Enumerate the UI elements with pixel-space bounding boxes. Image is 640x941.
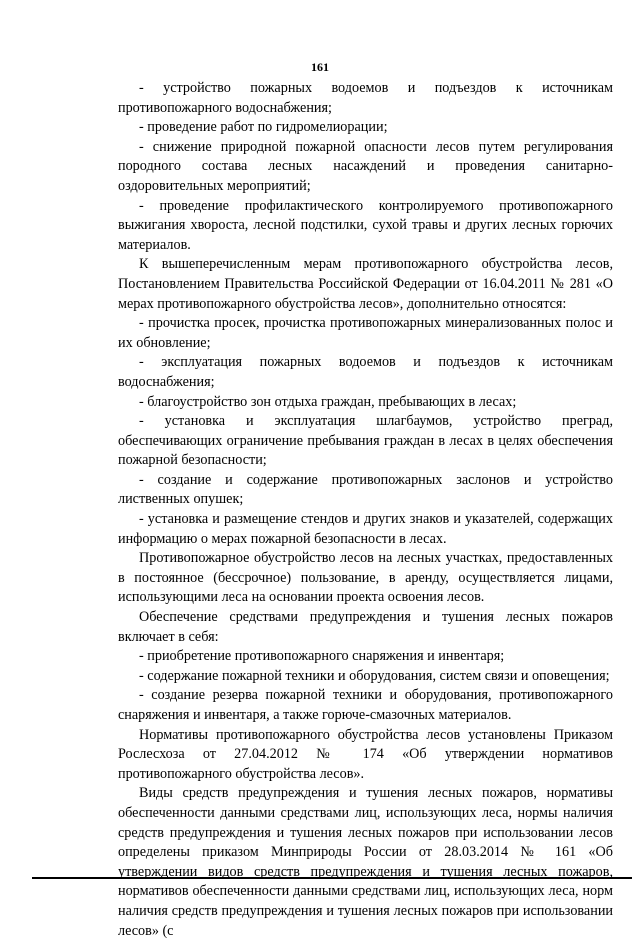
paragraph: К вышеперечисленным мерам противопожарного обустройства лесов, Постановлением Правительства Российской Федерации от 16.04.2011 № 281 «О мерах противопожарного обустройства лесов», дополнительно относятся:	[118, 256, 613, 312]
paragraph: - благоустройство зон отдыха граждан, пребывающих в лесах;	[139, 393, 517, 410]
paragraph: - установка и эксплуатация шлагбаумов, устройство преград, обеспечивающих ограничение пребывания граждан в лесах в целях обеспечения пожарной безопасности;	[118, 413, 613, 469]
paragraph: - устройство пожарных водоемов и подъездов к источникам противопожарного водоснабжения;	[118, 80, 613, 116]
paragraph: Обеспечение средствами предупреждения и тушения лесных пожаров включает в себя:	[118, 609, 613, 645]
paragraph: - создание и содержание противопожарных заслонов и устройство лиственных опушек;	[118, 471, 613, 508]
paragraph: - эксплуатация пожарных водоемов и подъездов к источникам водоснабжения;	[118, 354, 613, 390]
paragraph: - снижение природной пожарной опасности лесов путем регулирования породного состава лесных насаждений и проведения санитарно-оздоровительных мероприятий;	[118, 138, 613, 194]
document-body	[118, 79, 613, 941]
paragraph: - установка и размещение стендов и других знаков и указателей, содержащих информацию о мерах пожарной безопасности в лесах.	[118, 511, 613, 547]
paragraph: Нормативы противопожарного обустройства лесов установлены Приказом Рослесхоза от 27.04.2012 № 174 «Об утверждении нормативов противопожарного обустройства лесов».	[118, 726, 613, 782]
paragraph: - содержание пожарной техники и оборудования, систем связи и оповещения;	[139, 667, 610, 684]
paragraph: - проведение профилактического контролируемого противопожарного выжигания хвороста, лесной подстилки, сухой травы и других лесных горючих материалов.	[118, 197, 613, 253]
footer-divider	[32, 877, 632, 879]
paragraph: Виды средств предупреждения и тушения лесных пожаров, нормативы обеспеченности данными средствами лиц, использующих леса, нормы наличия средств предупреждения и тушения лесных пожаров при использовании лесов определены приказом Минприроды России от 28.03.2014 № 161 «Об утверждении видов средств предупреждения и тушения лесных пожаров, нормативов обеспеченности данными средствами лиц, использующих леса, норм наличия средств предупреждения и тушения лесных пожаров при использовании лесов» (с	[118, 785, 613, 939]
page-number: 161	[311, 60, 329, 74]
paragraph: - создание резерва пожарной техники и оборудования, противопожарного снаряжения и инвентаря, а также горюче-смазочных материалов.	[118, 687, 613, 723]
paragraph: - проведение работ по гидромелиорации;	[139, 119, 388, 136]
paragraph: Противопожарное обустройство лесов на лесных участках, предоставленных в постоянное (бессрочное) пользование, в аренду, осуществляется лицами, использующими леса на основании проекта освоения лесов.	[118, 550, 613, 606]
paragraph: - приобретение противопожарного снаряжения и инвентаря;	[139, 648, 505, 665]
paragraph: - прочистка просек, прочистка противопожарных минерализованных полос и их обновление;	[118, 315, 613, 351]
